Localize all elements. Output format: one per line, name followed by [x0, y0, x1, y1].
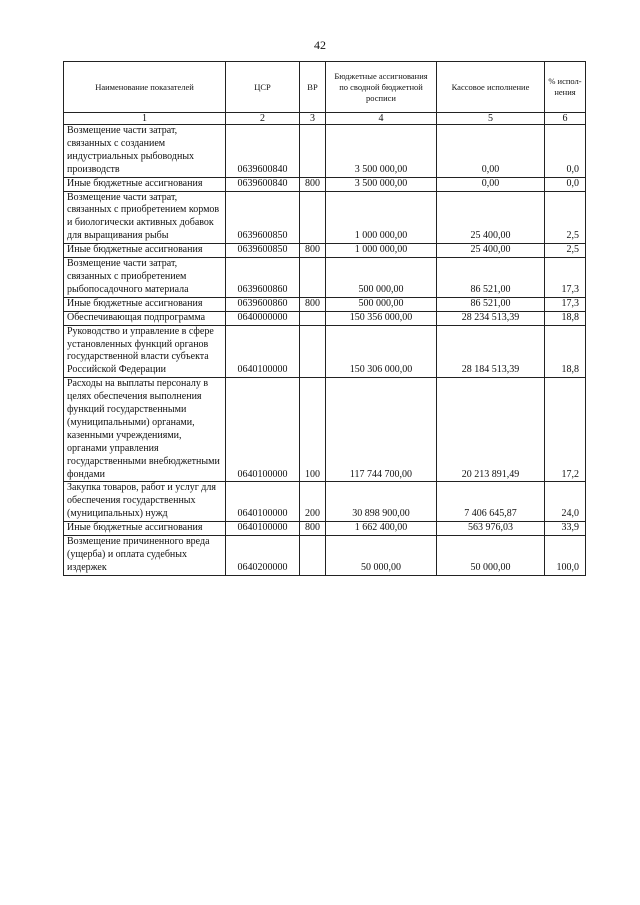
cell-executed: 86 521,00 [437, 258, 545, 298]
cell-percent: 100,0 [545, 536, 586, 576]
cell-budget: 117 744 700,00 [326, 378, 437, 482]
table-row [64, 536, 586, 576]
cell-executed: 7 406 645,87 [437, 482, 545, 522]
cell-budget: 1 000 000,00 [326, 191, 437, 244]
cell-executed: 0,00 [437, 125, 545, 178]
cell-vr: 800 [300, 177, 326, 191]
cell-executed: 50 000,00 [437, 536, 545, 576]
cell-csr: 0639600860 [226, 258, 300, 298]
cell-indicator-name: Возмещение причиненного вреда (ущерба) и оплата судебных издержек [64, 536, 226, 576]
cell-indicator-name: Иные бюджетные ассигнования [64, 244, 226, 258]
cell-percent: 0,0 [545, 125, 586, 178]
cell-executed: 20 213 891,49 [437, 378, 545, 482]
cell-vr: 200 [300, 482, 326, 522]
cell-vr [300, 536, 326, 576]
header-row [64, 62, 586, 113]
cell-executed: 86 521,00 [437, 297, 545, 311]
cell-vr [300, 125, 326, 178]
cell-percent: 18,8 [545, 311, 586, 325]
header-vr: ВР [300, 62, 326, 113]
table-row [64, 297, 586, 311]
cell-vr: 800 [300, 297, 326, 311]
cell-percent: 17,3 [545, 258, 586, 298]
cell-executed: 28 234 513,39 [437, 311, 545, 325]
column-number: 1 [64, 113, 226, 125]
cell-csr: 0640200000 [226, 536, 300, 576]
cell-budget: 1 662 400,00 [326, 522, 437, 536]
cell-indicator-name: Расходы на выплаты персоналу в целях обеспечения выполнения функций государственными (муниципальными) органами, казенными учреждениями, органами управления государственными внебюджетными фондами [64, 378, 226, 482]
table-row [64, 522, 586, 536]
cell-vr [300, 325, 326, 378]
cell-executed: 25 400,00 [437, 191, 545, 244]
cell-percent: 18,8 [545, 325, 586, 378]
cell-vr [300, 258, 326, 298]
cell-indicator-name: Иные бюджетные ассигнования [64, 177, 226, 191]
table-row [64, 482, 586, 522]
cell-percent: 0,0 [545, 177, 586, 191]
table-row [64, 378, 586, 482]
table-row [64, 325, 586, 378]
cell-budget: 500 000,00 [326, 297, 437, 311]
cell-percent: 17,3 [545, 297, 586, 311]
cell-budget: 500 000,00 [326, 258, 437, 298]
cell-indicator-name: Иные бюджетные ассигнования [64, 522, 226, 536]
header-indicator-name: Наименование показателей [64, 62, 226, 113]
cell-budget: 3 500 000,00 [326, 177, 437, 191]
table-row [64, 177, 586, 191]
cell-csr: 0639600860 [226, 297, 300, 311]
cell-percent: 17,2 [545, 378, 586, 482]
header-budget: Бюджетные ассигнования по сводной бюджетной росписи [326, 62, 437, 113]
cell-indicator-name: Возмещение части затрат, связанных с приобретением рыбопосадочного материала [64, 258, 226, 298]
table-row [64, 191, 586, 244]
cell-vr [300, 311, 326, 325]
cell-vr: 800 [300, 244, 326, 258]
page-number: 42 [314, 38, 326, 52]
cell-csr: 0639600850 [226, 191, 300, 244]
cell-percent: 2,5 [545, 191, 586, 244]
column-number: 6 [545, 113, 586, 125]
cell-csr: 0639600850 [226, 244, 300, 258]
column-number: 4 [326, 113, 437, 125]
header-csr: ЦСР [226, 62, 300, 113]
cell-executed: 25 400,00 [437, 244, 545, 258]
header-executed: Кассовое исполнение [437, 62, 545, 113]
column-number: 5 [437, 113, 545, 125]
cell-executed: 28 184 513,39 [437, 325, 545, 378]
cell-csr: 0640100000 [226, 378, 300, 482]
cell-indicator-name: Руководство и управление в сфере установленных функций органов государственной власти субъекта Российской Федерации [64, 325, 226, 378]
cell-vr: 800 [300, 522, 326, 536]
cell-percent: 33,9 [545, 522, 586, 536]
cell-csr: 0639600840 [226, 177, 300, 191]
cell-vr: 100 [300, 378, 326, 482]
cell-indicator-name: Закупка товаров, работ и услуг для обеспечения государственных (муниципальных) нужд [64, 482, 226, 522]
cell-budget: 50 000,00 [326, 536, 437, 576]
cell-csr: 0640000000 [226, 311, 300, 325]
column-number: 3 [300, 113, 326, 125]
cell-indicator-name: Возмещение части затрат, связанных с приобретением кормов и биологически активных добавок для выращивания рыбы [64, 191, 226, 244]
cell-csr: 0640100000 [226, 522, 300, 536]
cell-vr [300, 191, 326, 244]
table-row [64, 311, 586, 325]
cell-indicator-name: Иные бюджетные ассигнования [64, 297, 226, 311]
cell-csr: 0639600840 [226, 125, 300, 178]
cell-budget: 150 356 000,00 [326, 311, 437, 325]
cell-percent: 2,5 [545, 244, 586, 258]
table-row [64, 244, 586, 258]
table-body [64, 125, 586, 576]
table-row [64, 258, 586, 298]
cell-indicator-name: Обеспечивающая подпрограмма [64, 311, 226, 325]
cell-percent: 24,0 [545, 482, 586, 522]
header-percent: % испол-нения [545, 62, 586, 113]
cell-budget: 30 898 900,00 [326, 482, 437, 522]
cell-csr: 0640100000 [226, 482, 300, 522]
column-number-row [64, 113, 586, 125]
cell-executed: 0,00 [437, 177, 545, 191]
cell-budget: 150 306 000,00 [326, 325, 437, 378]
cell-budget: 3 500 000,00 [326, 125, 437, 178]
cell-budget: 1 000 000,00 [326, 244, 437, 258]
cell-csr: 0640100000 [226, 325, 300, 378]
budget-execution-table [63, 61, 586, 576]
cell-executed: 563 976,03 [437, 522, 545, 536]
cell-indicator-name: Возмещение части затрат, связанных с созданием индустриальных рыбоводных производств [64, 125, 226, 178]
table-row [64, 125, 586, 178]
column-number: 2 [226, 113, 300, 125]
